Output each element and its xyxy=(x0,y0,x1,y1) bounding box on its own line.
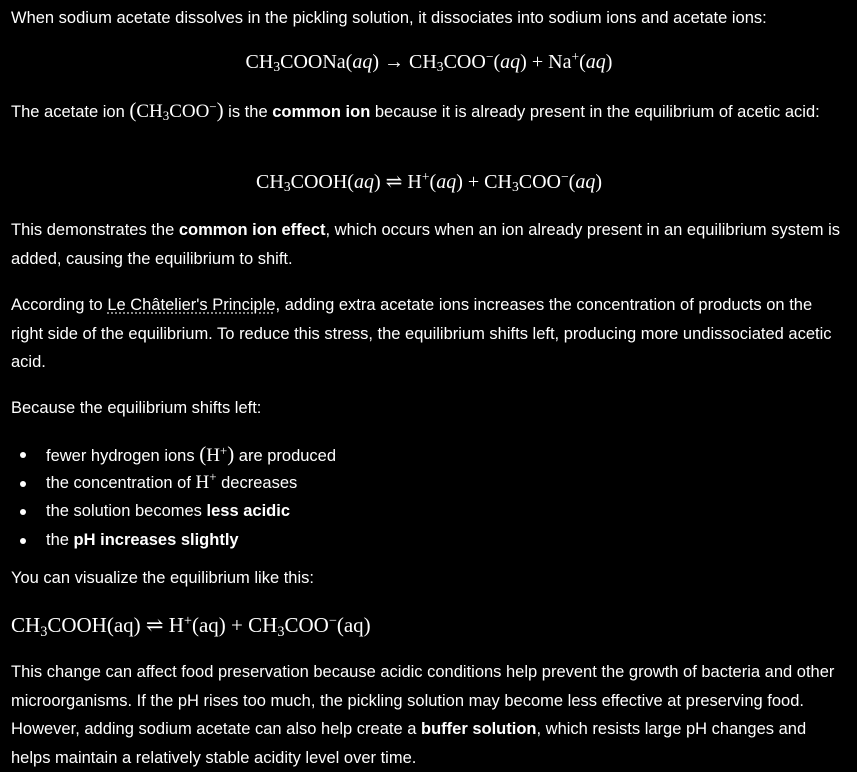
eq-term: CH xyxy=(11,613,41,637)
eq-paren: ( xyxy=(568,171,576,193)
eq-paren: ) xyxy=(595,171,602,193)
paragraph-common-ion-effect xyxy=(11,216,847,273)
paragraph-text: When sodium acetate dissolves in the pickling solution, it dissociates into sodium ions and acetate ions: xyxy=(11,9,767,27)
eq-plus: + xyxy=(462,171,485,193)
eq-subscript: 3 xyxy=(40,623,48,640)
eq-term: CH xyxy=(245,51,274,73)
eq-paren: ( xyxy=(199,442,207,466)
eq-term: H xyxy=(195,471,210,493)
eq-term: COO xyxy=(443,51,486,73)
eq-plus: + xyxy=(526,51,549,73)
bullet-dot-icon xyxy=(20,452,26,458)
eq-term: CH xyxy=(248,613,278,637)
bullet-dot-icon xyxy=(20,509,26,515)
eq-equilibrium-arrow: ⇌ xyxy=(140,613,169,637)
eq-subscript: 3 xyxy=(511,179,519,195)
bold-text: less acidic xyxy=(206,502,290,520)
eq-paren: ) xyxy=(373,171,381,193)
eq-term: COOH(aq) xyxy=(47,613,141,637)
list-item-text: the solution becomes xyxy=(46,502,207,520)
le-chatelier-link[interactable]: Le Châtelier's Principle xyxy=(107,296,276,314)
paragraph-shift-left xyxy=(11,394,847,423)
eq-term: CH xyxy=(136,101,163,122)
paragraph-dissociation xyxy=(11,4,847,33)
paragraph-text: You can visualize the equilibrium like this: xyxy=(11,569,314,587)
eq-paren: ( xyxy=(579,51,586,73)
eq-term: Na xyxy=(548,51,572,73)
inline-equation-hydrogen xyxy=(199,442,235,466)
eq-state: aq xyxy=(575,171,596,193)
paragraph-common-ion xyxy=(11,96,847,127)
eq-paren: ( xyxy=(129,98,137,122)
bold-text: buffer solution xyxy=(421,720,537,738)
eq-charge: − xyxy=(485,49,494,65)
bold-text: common ion xyxy=(272,103,371,121)
eq-paren: ( xyxy=(429,171,437,193)
eq-subscript: 3 xyxy=(162,108,170,124)
eq-state: aq xyxy=(353,171,374,193)
eq-subscript: 3 xyxy=(436,59,444,75)
eq-paren: ) xyxy=(372,51,379,73)
eq-term: COO xyxy=(284,613,329,637)
eq-term: H xyxy=(168,613,184,637)
equation-acetic-acid xyxy=(11,168,847,196)
bullet-dot-icon xyxy=(20,538,26,544)
eq-term: CH xyxy=(409,51,437,73)
eq-charge: + xyxy=(183,612,192,629)
paragraph-text: , which occurs when an ion already present in an equilibrium system is added, causing the equilibrium to shift. xyxy=(11,221,841,268)
eq-state: aq xyxy=(436,171,457,193)
list-item xyxy=(11,526,847,555)
eq-arrow: → xyxy=(379,51,409,73)
paragraph-visualize xyxy=(11,564,847,593)
eq-paren: ) xyxy=(456,171,463,193)
eq-subscript: 3 xyxy=(277,623,285,640)
eq-charge: + xyxy=(421,169,430,185)
equation-visualize xyxy=(11,610,371,640)
eq-term: COOH( xyxy=(290,171,354,193)
eq-state: aq xyxy=(585,51,606,73)
list-item xyxy=(11,497,847,526)
paragraph-text: This change can affect food preservation because acidic conditions help prevent the growth of bacteria and other microorganisms. If the pH rises too much, the pickling solution may become less effective at preserving food. However, adding sodium acetate can also help create a xyxy=(11,663,835,738)
bullet-dot-icon xyxy=(20,481,26,487)
paragraph-le-chatelier xyxy=(11,291,847,377)
eq-term: CH xyxy=(484,171,512,193)
effects-list xyxy=(11,440,847,554)
list-item-text: the concentration of xyxy=(46,473,196,492)
equation-dissociation xyxy=(11,48,847,76)
eq-paren: ( xyxy=(493,51,501,73)
eq-term: COONa( xyxy=(280,51,353,73)
eq-term: COO xyxy=(169,101,210,122)
list-item-text: the xyxy=(46,530,74,549)
bold-text: common ion effect xyxy=(178,221,326,239)
list-item xyxy=(11,440,847,469)
eq-state: aq xyxy=(352,51,373,73)
list-item-text: decreases xyxy=(216,473,298,492)
paragraph-food-preservation xyxy=(11,658,847,772)
eq-charge: − xyxy=(209,98,217,114)
inline-equation-acetate xyxy=(129,98,224,124)
eq-charge: − xyxy=(328,612,337,629)
eq-paren: ) xyxy=(520,51,527,73)
eq-charge: + xyxy=(209,469,217,485)
paragraph-text: The acetate ion xyxy=(11,103,130,121)
eq-term: CH xyxy=(256,171,284,193)
paragraph-text: because it is already present in the equilibrium of acetic acid: xyxy=(370,103,820,121)
eq-subscript: 3 xyxy=(273,59,281,75)
paragraph-text: This demonstrates the xyxy=(11,221,179,239)
eq-charge: + xyxy=(571,49,580,65)
eq-equilibrium-arrow: ⇌ xyxy=(380,171,408,193)
eq-term: COO xyxy=(518,171,561,193)
eq-subscript: 3 xyxy=(283,179,291,195)
paragraph-text: is the xyxy=(223,103,273,121)
paragraph-text: Because the equilibrium shifts left: xyxy=(11,399,262,417)
paragraph-text: According to xyxy=(11,296,108,314)
eq-paren: ) xyxy=(605,51,613,73)
bold-text: pH increases slightly xyxy=(73,530,239,549)
eq-term: H xyxy=(206,445,220,466)
eq-charge: − xyxy=(560,169,569,185)
eq-paren: ) xyxy=(227,442,235,466)
list-item-text: fewer hydrogen ions xyxy=(46,447,200,465)
eq-term: (aq) xyxy=(336,613,371,637)
list-item xyxy=(11,469,847,498)
paragraph-text: , adding extra acetate ions increases the concentration of products on the right side of the equilibrium. To reduce this stress, the equilibrium shifts left, producing more undissociated acetic acid. xyxy=(11,296,832,371)
eq-term: (aq) xyxy=(191,613,226,637)
eq-plus: + xyxy=(225,613,249,637)
eq-term: H xyxy=(407,171,422,193)
eq-paren: ) xyxy=(216,98,224,122)
inline-equation-hydrogen xyxy=(195,469,217,493)
eq-charge: + xyxy=(219,442,228,458)
list-item-text: are produced xyxy=(234,447,337,465)
eq-state: aq xyxy=(500,51,521,73)
paragraph-text: , which resists large pH changes and helps maintain a relatively stable acidity level over time. xyxy=(11,720,807,767)
